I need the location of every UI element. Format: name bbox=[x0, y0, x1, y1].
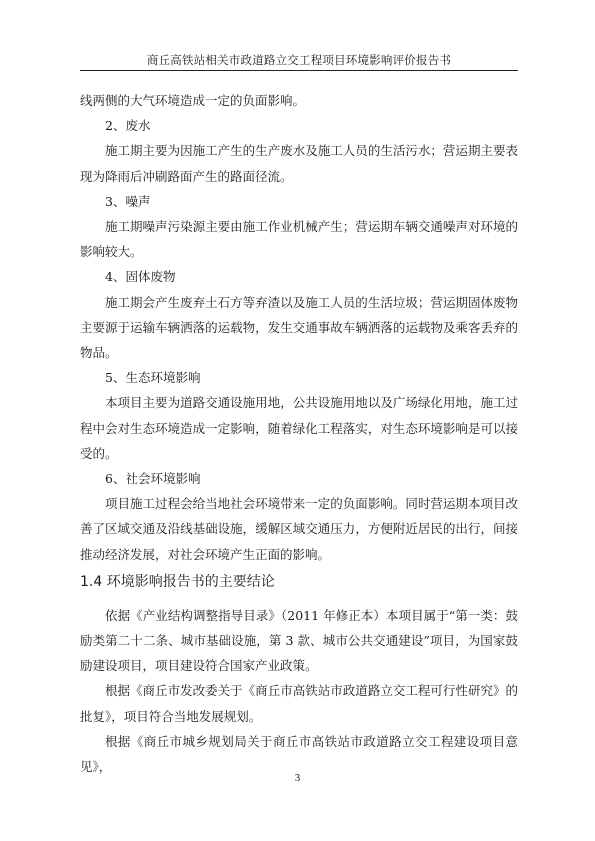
paragraph: 根据《商丘市发改委关于《商丘市高铁站市政道路立交工程可行性研究》的批复》，项目符合当地发展规划。 bbox=[80, 683, 518, 724]
subheading-ecology: 5、生态环境影响 bbox=[105, 370, 201, 386]
paragraph: 线两侧的大气环境造成一定的负面影响。 bbox=[80, 93, 306, 108]
paragraph: 施工期会产生废弃土石方等弃渣以及施工人员的生活垃圾；营运期固体废物主要源于运输车辆洒落的运载物，发生交通事故车辆洒落的运载物及乘客丢弃的物品。 bbox=[80, 294, 518, 361]
document-body bbox=[80, 88, 518, 779]
header-divider bbox=[80, 70, 518, 71]
subheading-noise: 3、噪声 bbox=[105, 193, 151, 209]
paragraph: 本项目主要为道路交通设施用地，公共设施用地以及广场绿化用地，施工过程中会对生态环境造成一定影响，随着绿化工程落实，对生态环境影响是可以接受的。 bbox=[80, 395, 518, 461]
paragraph: 施工期噪声污染源主要由施工作业机械产生；营运期车辆交通噪声对环境的影响较大。 bbox=[80, 219, 518, 260]
subheading-social: 6、社会环境影响 bbox=[105, 471, 201, 487]
section-heading: 1.4 环境影响报告书的主要结论 bbox=[80, 573, 275, 590]
paragraph: 施工期主要为因施工产生的生产废水及施工人员的生活污水；营运期主要表现为降雨后冲刷路面产生的路面径流。 bbox=[80, 143, 518, 184]
subheading-solid-waste: 4、固体废物 bbox=[105, 269, 176, 285]
paragraph: 根据《商丘市城乡规划局关于商丘市高铁站市政道路立交工程建设项目意见》， bbox=[80, 733, 518, 775]
paragraph: 项目施工过程会给当地社会环境带来一定的负面影响。同时营运期本项目改善了区域交通及沿线基础设施，缓解区域交通压力，方便附近居民的出行，间接推动经济发展，对社会环境产生正面的影响。 bbox=[80, 496, 518, 562]
paragraph: 依据《产业结构调整指导目录》（2011 年修正本）本项目属于“第一类：鼓励类第二十二条、城市基础设施，第 3 款、城市公共交通建设”项目，为国家鼓励建设项目，项目建设符合国家产业政策。 bbox=[80, 607, 518, 674]
subheading-wastewater: 2、废水 bbox=[105, 118, 151, 134]
page-number: 3 bbox=[294, 772, 301, 784]
page-header-title: 商丘高铁站相关市政道路立交工程项目环境影响评价报告书 bbox=[146, 53, 452, 67]
